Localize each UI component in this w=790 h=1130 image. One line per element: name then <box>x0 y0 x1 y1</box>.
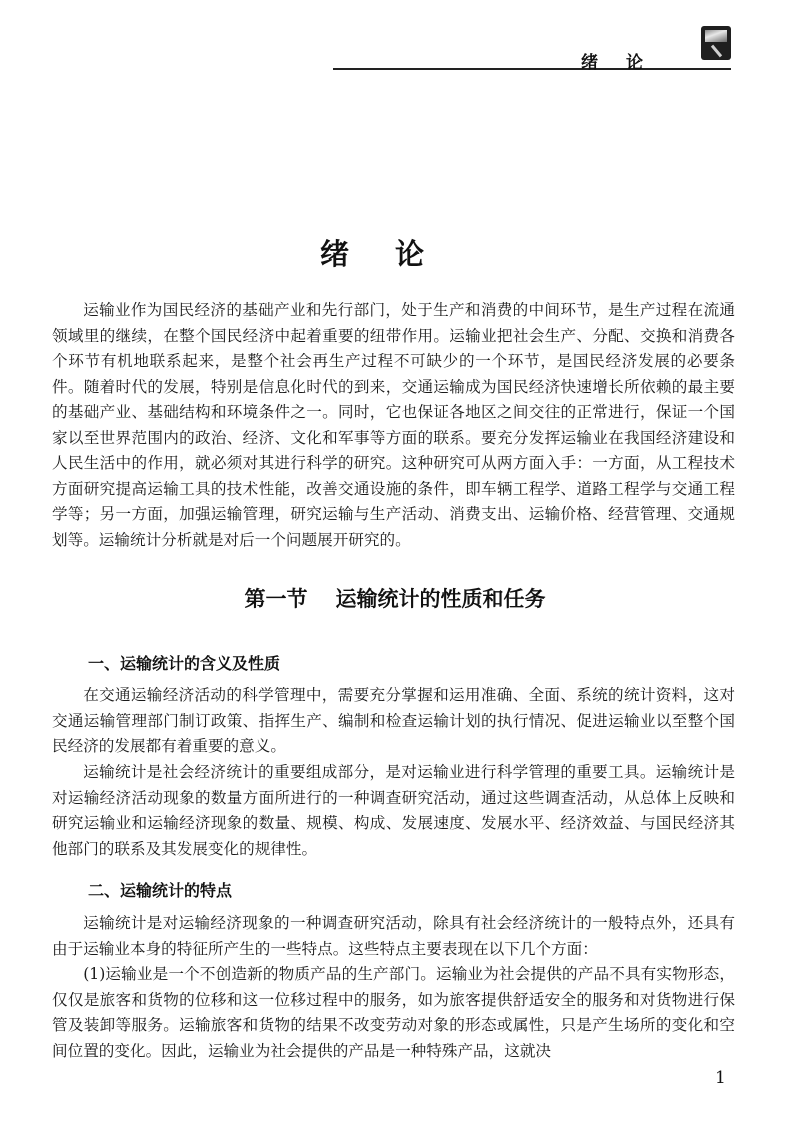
body-paragraph: 在交通运输经济活动的科学管理中，需要充分掌握和运用准确、全面、系统的统计资料，这对交通运输管理部门制订政策、指挥生产、编制和检查运输计划的执行情况、促进运输业以至整个国民经济的发展都有着重要的意义。 <box>52 686 735 755</box>
page-number: 1 <box>715 1068 726 1088</box>
body-paragraph: 运输统计是对运输经济现象的一种调查研究活动，除具有社会经济统计的一般特点外，还具有由于运输业本身的特征所产生的一些特点。这些特点主要表现在以下几个方面： <box>52 914 735 958</box>
gauge-needle <box>711 45 722 58</box>
instrument-gauge-icon <box>701 26 731 60</box>
gauge-screen <box>705 30 727 42</box>
running-header <box>333 40 731 73</box>
body-paragraph: (1)运输业是一个不创造新的物质产品的生产部门。运输业为社会提供的产品不具有实物形态，仅仅是旅客和货物的位移和这一位移过程中的服务，如为旅客提供舒适安全的服务和对货物进行保管及装卸等服务。运输旅客和货物的结果不改变劳动对象的形态或属性，只是产生场所的变化和空间位置的变化。因此，运输业为社会提供的产品是一种特殊产品，这就决 <box>52 965 735 1060</box>
chapter-title: 绪论 <box>319 237 470 271</box>
section-title <box>0 583 790 613</box>
subsection-heading-1: 一、运输统计的含义及性质 <box>88 654 281 673</box>
body-paragraph: 运输统计是社会经济统计的重要组成部分，是对运输业进行科学管理的重要工具。运输统计是对运输经济活动现象的数量方面所进行的一种调查研究活动，通过这些调查活动，从总体上反映和研究运输业和运输经济现象的数量、规模、构成、发展速度、发展水平、经济效益、与国民经济其他部门的联系及其发展变化的规律性。 <box>52 763 735 858</box>
running-header-title: 绪论 <box>581 53 671 73</box>
section-number: 第一节 <box>244 587 308 611</box>
intro-paragraph: 运输业作为国民经济的基础产业和先行部门，处于生产和消费的中间环节，是生产过程在流通领域里的继续，在整个国民经济中起着重要的纽带作用。运输业把社会生产、分配、交换和消费各个环节有机地联系起来，是整个社会再生产过程不可缺少的一个环节，是国民经济发展的必要条件。随着时代的发展，特别是信息化时代的到来，交通运输成为国民经济快速增长所依赖的最主要的基础产业、基础结构和环境条件之一。同时，它也保证各地区之间交往的正常进行，保证一个国家以至世界范围内的政治、经济、文化和军事等方面的联系。要充分发挥运输业在我国经济建设和人民生活中的作用，就必须对其进行科学的研究。这种研究可从两方面入手：一方面，从工程技术方面研究提高运输工具的技术性能，改善交通设施的条件，即车辆工程学、道路工程学与交通工程学等；另一方面，加强运输管理，研究运输与生产活动、消费支出、运输价格、经营管理、交通规划等。运输统计分析就是对后一个问题展开研究的。 <box>52 301 735 549</box>
subsection-heading-2: 二、运输统计的特点 <box>88 881 233 900</box>
section-title-text: 运输统计的性质和任务 <box>335 587 546 611</box>
